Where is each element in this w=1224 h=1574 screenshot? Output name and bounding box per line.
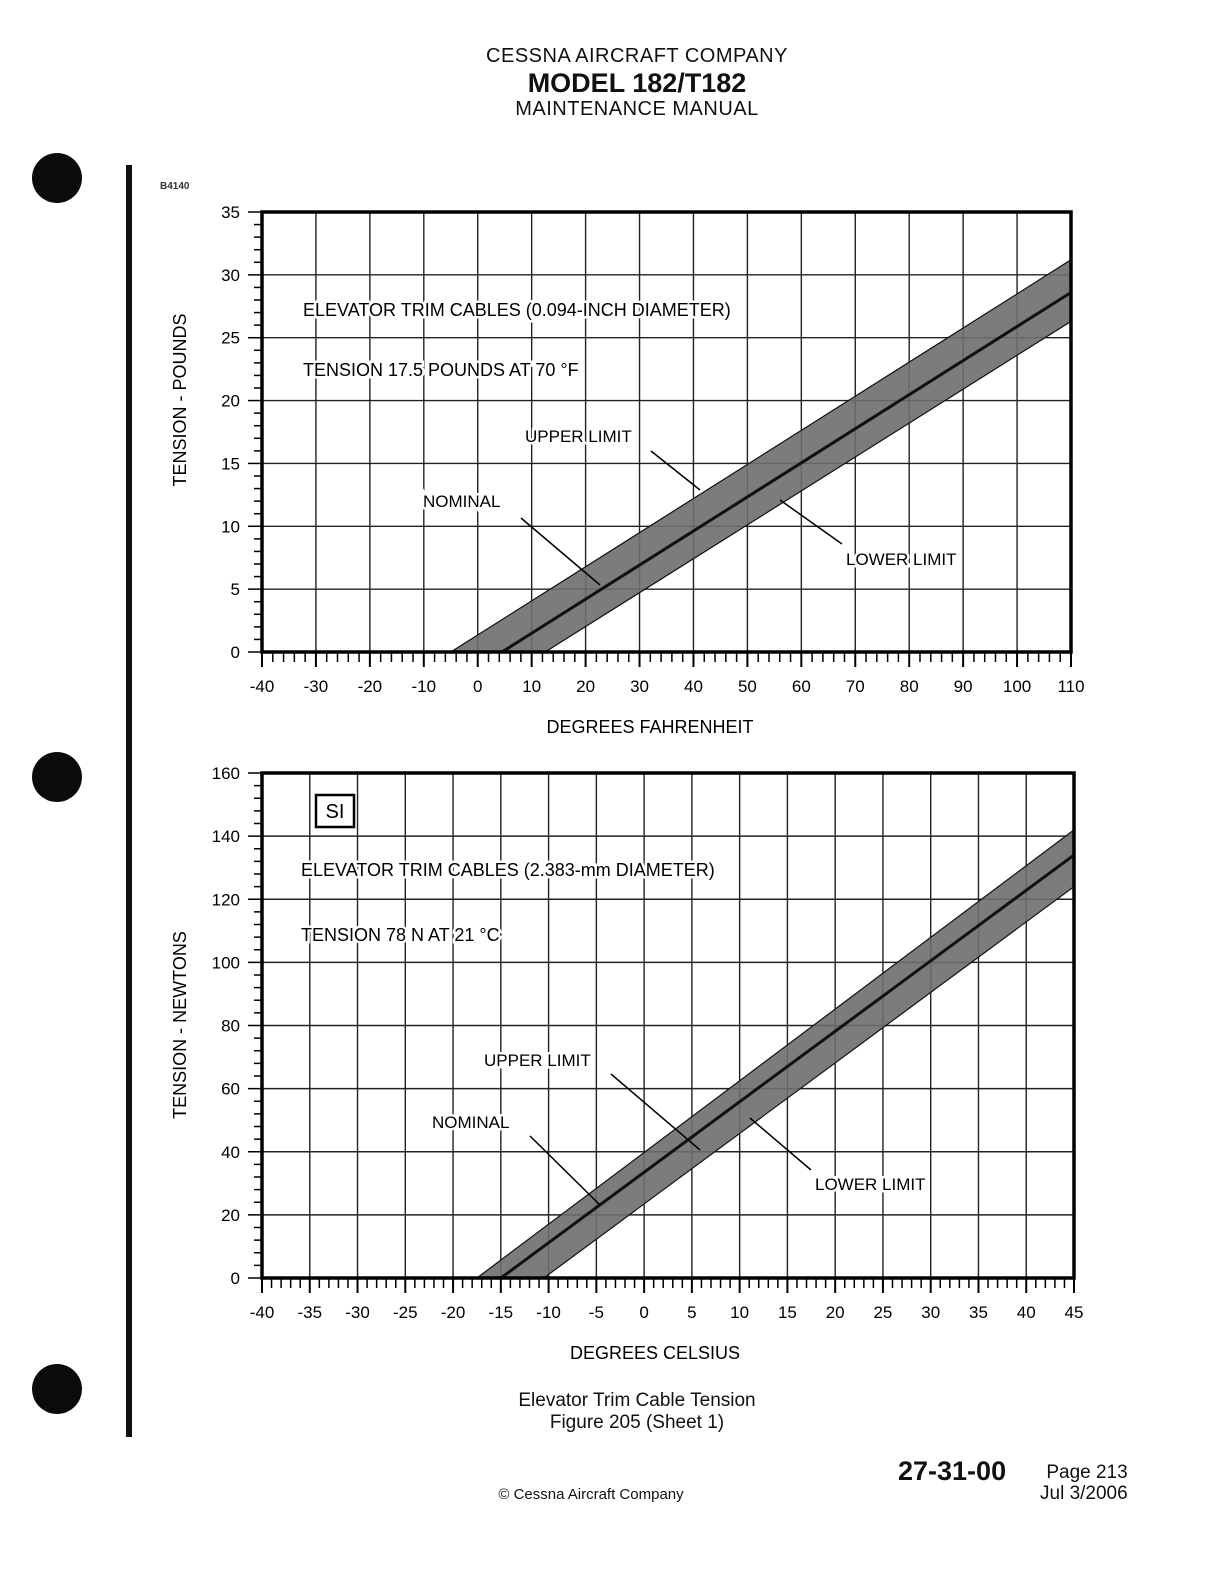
x-tick-label: 45 xyxy=(1064,1303,1084,1322)
x-tick-label: -15 xyxy=(488,1303,514,1322)
x-tick-label: 25 xyxy=(873,1303,893,1322)
x-tick-label: -20 xyxy=(440,1303,466,1322)
axis-ticks xyxy=(248,212,1071,667)
callout-nominal: NOMINAL xyxy=(423,492,501,511)
y-tick-label: 140 xyxy=(211,827,240,847)
x-tick-label: 0 xyxy=(639,1303,649,1322)
x-tick-label: 100 xyxy=(1002,677,1032,696)
x-tick-label: -30 xyxy=(345,1303,370,1322)
y-tick-label: 60 xyxy=(221,1079,240,1099)
callout-upper-limit: UPPER LIMIT xyxy=(484,1051,591,1070)
x-tick-label: 20 xyxy=(576,677,596,696)
chapter-code: 27-31-00 xyxy=(898,1456,1007,1486)
x-tick-label: 0 xyxy=(472,677,483,696)
y-tick-label: 100 xyxy=(211,953,240,973)
x-tick-label: 50 xyxy=(737,677,757,696)
series-lower-limit xyxy=(544,887,1074,1278)
callout-leader xyxy=(530,1136,600,1205)
company-name: CESSNA AIRCRAFT COMPANY xyxy=(486,45,788,67)
x-tick-label: 35 xyxy=(969,1303,988,1322)
x-tick-label: -30 xyxy=(303,677,329,696)
callout-lower-limit: LOWER LIMIT xyxy=(846,550,957,569)
y-tick-label: 25 xyxy=(221,328,240,348)
x-axis-title: DEGREES FAHRENHEIT xyxy=(546,717,754,737)
x-axis-title: DEGREES CELSIUS xyxy=(569,1343,741,1363)
x-tick-label: 10 xyxy=(522,677,542,696)
y-tick-label: 15 xyxy=(221,454,240,474)
callout-leader xyxy=(521,518,600,585)
x-tick-label: -20 xyxy=(357,677,383,696)
y-tick-label: 160 xyxy=(211,764,240,783)
si-badge-label: SI xyxy=(325,801,345,823)
x-tick-label: 80 xyxy=(899,677,919,696)
x-tick-label: 30 xyxy=(630,677,649,696)
callout-lower-limit: LOWER LIMIT xyxy=(815,1175,926,1194)
chart-subtitle: TENSION 17.5 POUNDS AT 70 °F xyxy=(303,360,579,380)
grid xyxy=(262,212,1071,652)
y-tick-label: 40 xyxy=(221,1142,240,1162)
figure-reference: B4140 xyxy=(160,181,190,192)
x-tick-label: 30 xyxy=(921,1303,941,1322)
manual-name: MAINTENANCE MANUAL xyxy=(515,98,759,120)
y-tick-label: 120 xyxy=(211,890,240,910)
y-tick-label: 80 xyxy=(221,1016,240,1036)
x-tick-label: -40 xyxy=(249,677,275,696)
x-tick-label: 10 xyxy=(730,1303,750,1322)
caption-figure: Figure 205 (Sheet 1) xyxy=(549,1412,725,1433)
x-tick-label: 15 xyxy=(777,1303,797,1322)
y-tick-label: 0 xyxy=(230,643,240,662)
y-tick-label: 20 xyxy=(221,391,240,411)
x-tick-label: -40 xyxy=(249,1303,275,1322)
x-tick-label: 5 xyxy=(687,1303,697,1322)
x-tick-label: 40 xyxy=(1016,1303,1036,1322)
x-tick-label: -10 xyxy=(411,677,437,696)
chart-title: ELEVATOR TRIM CABLES (2.383-mm DIAMETER) xyxy=(301,860,715,880)
caption-title: Elevator Trim Cable Tension xyxy=(518,1390,756,1411)
callout-leader xyxy=(611,1074,700,1150)
callout-leader xyxy=(780,500,842,544)
y-axis-title: TENSION - POUNDS xyxy=(170,313,190,487)
x-tick-label: -35 xyxy=(297,1303,323,1322)
x-tick-label: -10 xyxy=(536,1303,561,1322)
chart-title: ELEVATOR TRIM CABLES (0.094-INCH DIAMETER) xyxy=(303,300,731,320)
x-tick-label: -5 xyxy=(588,1303,604,1322)
y-tick-label: 35 xyxy=(221,203,240,222)
x-tick-label: 60 xyxy=(791,677,811,696)
x-tick-label: -25 xyxy=(393,1303,418,1322)
revision-date: Jul 3/2006 xyxy=(1040,1483,1128,1504)
chart-1 xyxy=(170,203,1085,737)
callout-upper-limit: UPPER LIMIT xyxy=(525,427,632,446)
page-number: Page 213 xyxy=(1046,1462,1128,1483)
y-tick-label: 20 xyxy=(221,1205,240,1225)
x-tick-label: 90 xyxy=(953,677,973,696)
callout-leader xyxy=(651,451,700,490)
x-tick-label: 70 xyxy=(845,677,865,696)
x-tick-label: 110 xyxy=(1057,677,1085,696)
x-tick-label: 20 xyxy=(825,1303,845,1322)
series-nominal xyxy=(502,292,1071,652)
y-tick-label: 5 xyxy=(230,580,240,600)
copyright: © Cessna Aircraft Company xyxy=(498,1486,684,1503)
plot-frame xyxy=(262,212,1071,652)
model-name: MODEL 182/T182 xyxy=(527,68,747,98)
chart-2 xyxy=(170,764,1083,1363)
grid xyxy=(262,773,1074,1278)
y-tick-label: 10 xyxy=(221,517,240,537)
chart-subtitle: TENSION 78 N AT 21 °C xyxy=(301,925,500,945)
y-axis-title: TENSION - NEWTONS xyxy=(170,931,190,1119)
x-tick-label: 40 xyxy=(684,677,703,696)
series-lower-limit xyxy=(545,321,1071,652)
y-tick-label: 30 xyxy=(221,265,240,285)
callout-leader xyxy=(750,1118,811,1170)
y-tick-label: 0 xyxy=(230,1269,240,1288)
figure-caption xyxy=(0,1390,1224,1434)
callout-nominal: NOMINAL xyxy=(432,1113,510,1132)
